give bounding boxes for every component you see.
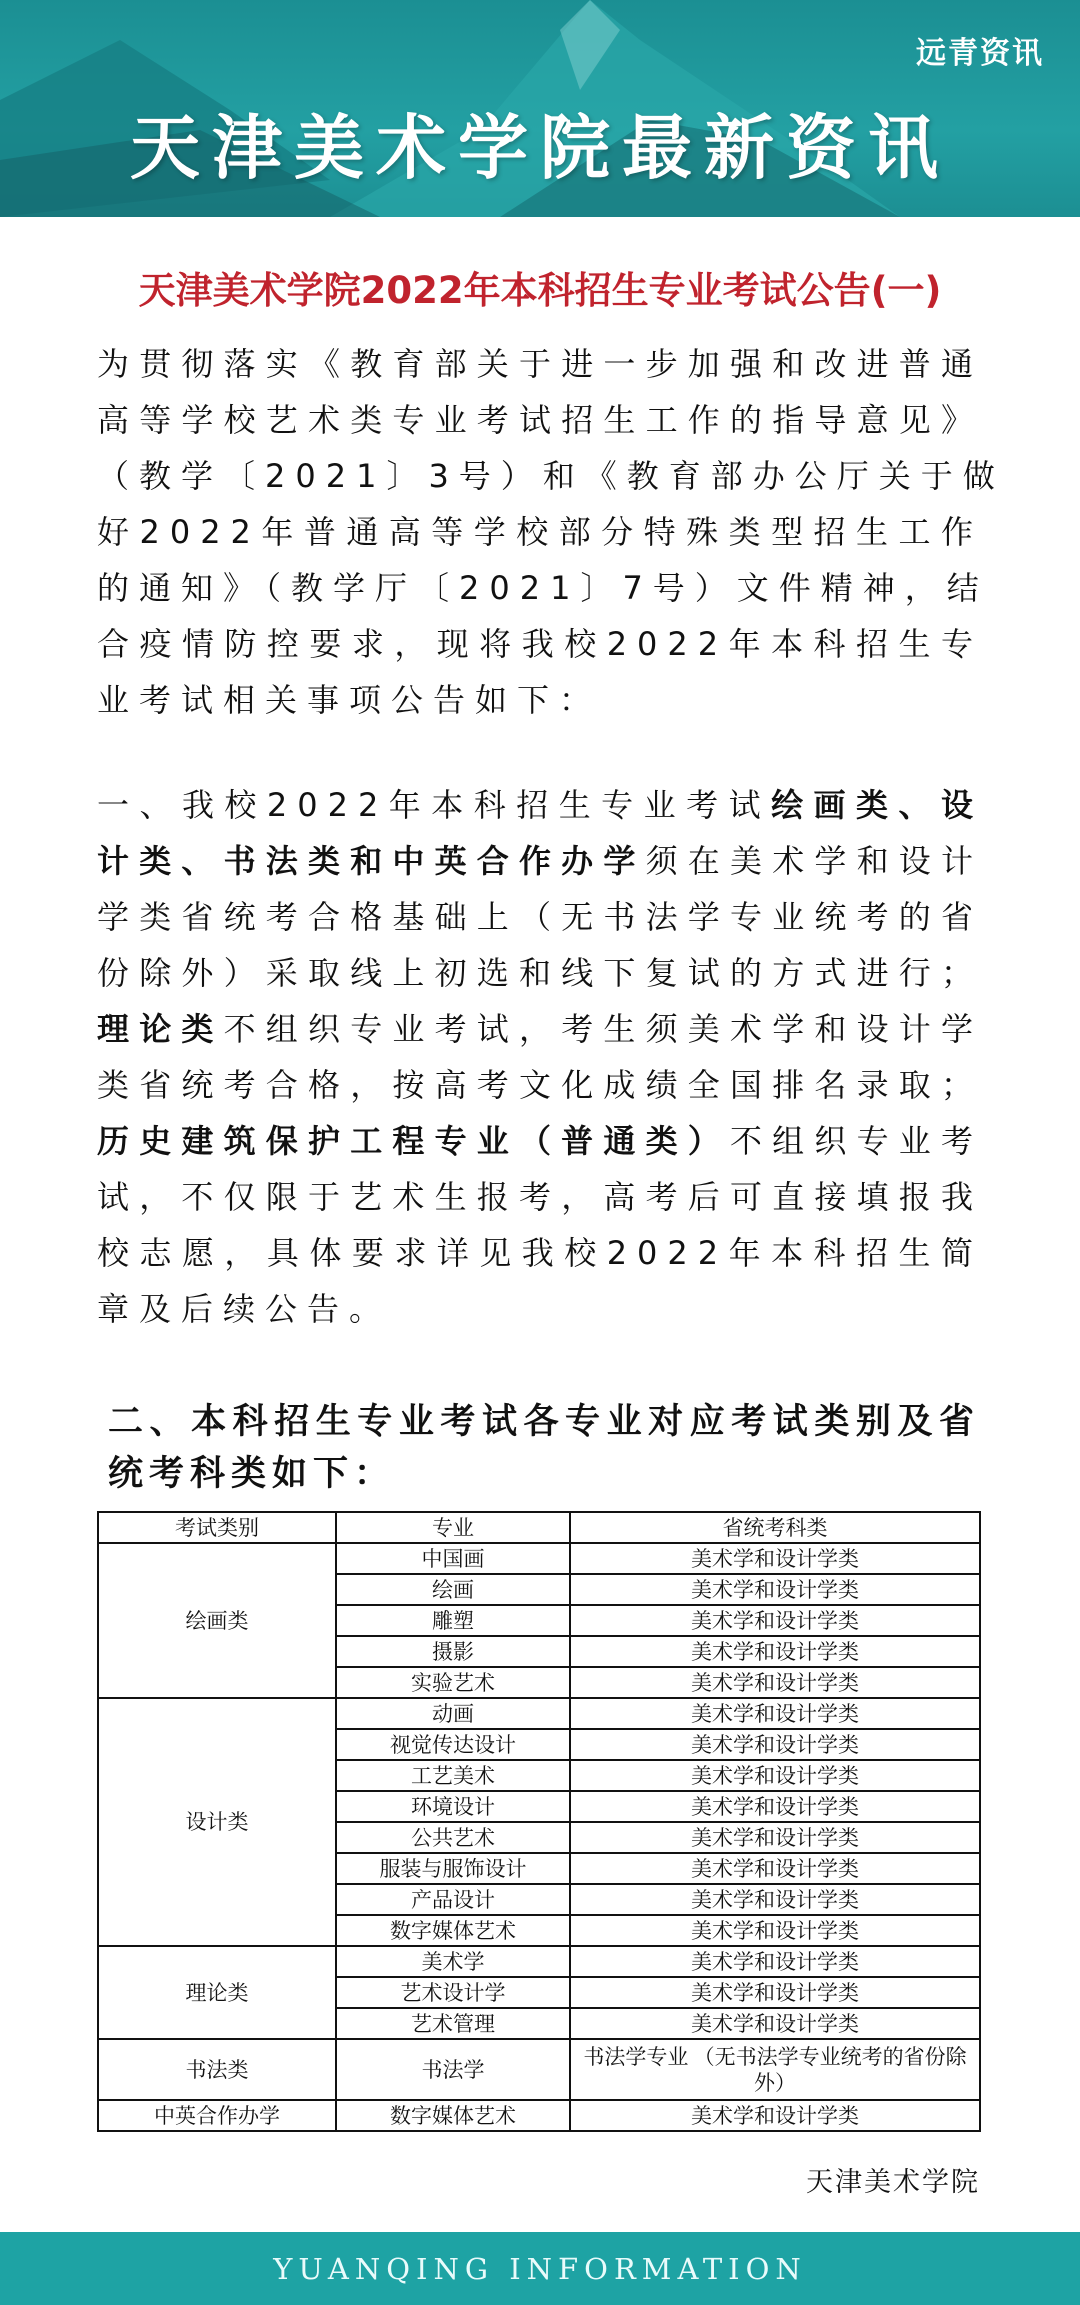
text-segment: 份除外）采取线上初选和线下复试的方式进行； — [97, 954, 983, 992]
table-row — [98, 1946, 980, 1977]
major-cell: 书法学 — [336, 2039, 570, 2100]
text-segment: 高等学校艺术类专业考试招生工作的指导意见》 — [97, 401, 983, 439]
table-row — [98, 2039, 980, 2100]
brand-logo-text: 远青资讯 — [916, 36, 1044, 71]
exam-subject-cell: 美术学和设计学类 — [570, 1760, 980, 1791]
banner-title: 天津美术学院最新资讯 — [130, 106, 950, 189]
text-segment: 一、我校2022年本科招生专业考试 — [97, 786, 772, 824]
text-line — [97, 504, 983, 560]
major-cell: 数字媒体艺术 — [336, 1915, 570, 1946]
exam-subject-cell: 美术学和设计学类 — [570, 1915, 980, 1946]
footer-bar — [0, 2232, 1080, 2305]
text-line — [97, 336, 983, 392]
major-cell: 产品设计 — [336, 1884, 570, 1915]
exam-subject-cell: 美术学和设计学类 — [570, 1667, 980, 1698]
text-line — [97, 1169, 983, 1225]
exam-subject-cell: 美术学和设计学类 — [570, 1698, 980, 1729]
text-segment: 学类省统考合格基础上（无书法学专业统考的省 — [97, 898, 983, 936]
table-row — [98, 2100, 980, 2131]
major-cell: 艺术设计学 — [336, 1977, 570, 2008]
text-segment: 为贯彻落实《教育部关于进一步加强和改进普通 — [97, 345, 983, 383]
table-row — [98, 1543, 980, 1574]
major-cell: 美术学 — [336, 1946, 570, 1977]
category-cell: 中英合作办学 — [98, 2100, 336, 2131]
text-line — [97, 672, 983, 728]
exam-subject-cell: 美术学和设计学类 — [570, 1977, 980, 2008]
exam-subject-cell: 美术学和设计学类 — [570, 1605, 980, 1636]
text-segment: 合疫情防控要求，现将我校2022年本科招生专 — [97, 625, 983, 663]
major-cell: 实验艺术 — [336, 1667, 570, 1698]
text-segment: 类省统考合格，按高考文化成绩全国排名录取； — [97, 1066, 983, 1104]
notice-title: 天津美术学院2022年本科招生专业考试公告(一) — [138, 269, 942, 312]
major-cell: 绘画 — [336, 1574, 570, 1605]
text-line — [97, 833, 983, 889]
table-row — [98, 1698, 980, 1729]
text-segment: 不组织专业考试，考生须美术学和设计学 — [223, 1010, 983, 1048]
text-segment: 业考试相关事项公告如下： — [97, 681, 602, 719]
category-cell: 设计类 — [98, 1698, 336, 1946]
header-cell: 省统考科类 — [570, 1512, 980, 1543]
exam-subject-cell: 美术学和设计学类 — [570, 1574, 980, 1605]
text-line — [97, 1001, 983, 1057]
text-line — [97, 1281, 983, 1337]
intro-paragraph — [97, 336, 1005, 728]
text-line — [97, 889, 983, 945]
text-line — [97, 1113, 983, 1169]
major-cell: 环境设计 — [336, 1791, 570, 1822]
major-cell: 摄影 — [336, 1636, 570, 1667]
text-segment: 的通知》（教学厅〔2021〕7号）文件精神，结 — [97, 569, 989, 607]
text-line — [97, 448, 1005, 504]
exam-subject-cell: 书法学专业 （无书法学专业统考的省份除外） — [570, 2039, 980, 2100]
text-line — [97, 945, 983, 1001]
exam-subject-cell: 美术学和设计学类 — [570, 2008, 980, 2039]
footer-text: YUANQING INFORMATION — [273, 2252, 807, 2286]
major-cell: 视觉传达设计 — [336, 1729, 570, 1760]
bold-text: 计类、书法类和中英合作办学 — [97, 842, 646, 880]
text-line — [97, 560, 989, 616]
exam-category-table — [97, 1511, 981, 2132]
exam-subject-cell: 美术学和设计学类 — [570, 1791, 980, 1822]
text-line — [97, 616, 983, 672]
bold-text: 理论类 — [97, 1010, 224, 1048]
exam-subject-cell: 美术学和设计学类 — [570, 1543, 980, 1574]
header-banner — [0, 0, 1080, 217]
text-line — [97, 777, 983, 833]
exam-subject-cell: 美术学和设计学类 — [570, 1853, 980, 1884]
category-cell: 理论类 — [98, 1946, 336, 2039]
exam-subject-cell: 美术学和设计学类 — [570, 1884, 980, 1915]
category-cell: 绘画类 — [98, 1543, 336, 1698]
exam-subject-cell: 美术学和设计学类 — [570, 1636, 980, 1667]
major-cell: 雕塑 — [336, 1605, 570, 1636]
section-two-heading — [108, 1396, 980, 1500]
text-segment: 校志愿，具体要求详见我校2022年本科招生简 — [97, 1234, 983, 1272]
text-segment: 好2022年普通高等学校部分特殊类型招生工作 — [97, 513, 983, 551]
heading-line: 二、本科招生专业考试各专业对应考试类别及省 — [108, 1402, 980, 1442]
text-segment: 不组织专业考 — [729, 1122, 983, 1160]
item-one-paragraph — [97, 777, 983, 1337]
text-line — [97, 1225, 983, 1281]
text-line — [97, 1057, 983, 1113]
exam-subject-cell: 美术学和设计学类 — [570, 1946, 980, 1977]
major-cell: 中国画 — [336, 1543, 570, 1574]
exam-subject-cell: 美术学和设计学类 — [570, 1729, 980, 1760]
category-cell: 书法类 — [98, 2039, 336, 2100]
bold-text: 历史建筑保护工程专业（普通类） — [97, 1122, 730, 1160]
text-segment: （教学〔2021〕3号）和《教育部办公厅关于做 — [97, 457, 1005, 495]
major-cell: 艺术管理 — [336, 2008, 570, 2039]
major-cell: 动画 — [336, 1698, 570, 1729]
text-segment: 试，不仅限于艺术生报考，高考后可直接填报我 — [97, 1178, 983, 1216]
text-segment: 章及后续公告。 — [97, 1290, 392, 1328]
major-cell: 数字媒体艺术 — [336, 2100, 570, 2131]
text-segment: 须在美术学和设计 — [645, 842, 983, 880]
table-header-row — [98, 1512, 980, 1543]
header-cell: 考试类别 — [98, 1512, 336, 1543]
text-line — [97, 392, 983, 448]
major-cell: 公共艺术 — [336, 1822, 570, 1853]
header-cell: 专业 — [336, 1512, 570, 1543]
signature: 天津美术学院 — [806, 2167, 980, 2198]
major-cell: 工艺美术 — [336, 1760, 570, 1791]
exam-subject-cell: 美术学和设计学类 — [570, 1822, 980, 1853]
major-cell: 服装与服饰设计 — [336, 1853, 570, 1884]
exam-subject-cell: 美术学和设计学类 — [570, 2100, 980, 2131]
bold-text: 绘画类、设 — [771, 786, 983, 824]
heading-line: 统考科类如下： — [108, 1454, 396, 1494]
